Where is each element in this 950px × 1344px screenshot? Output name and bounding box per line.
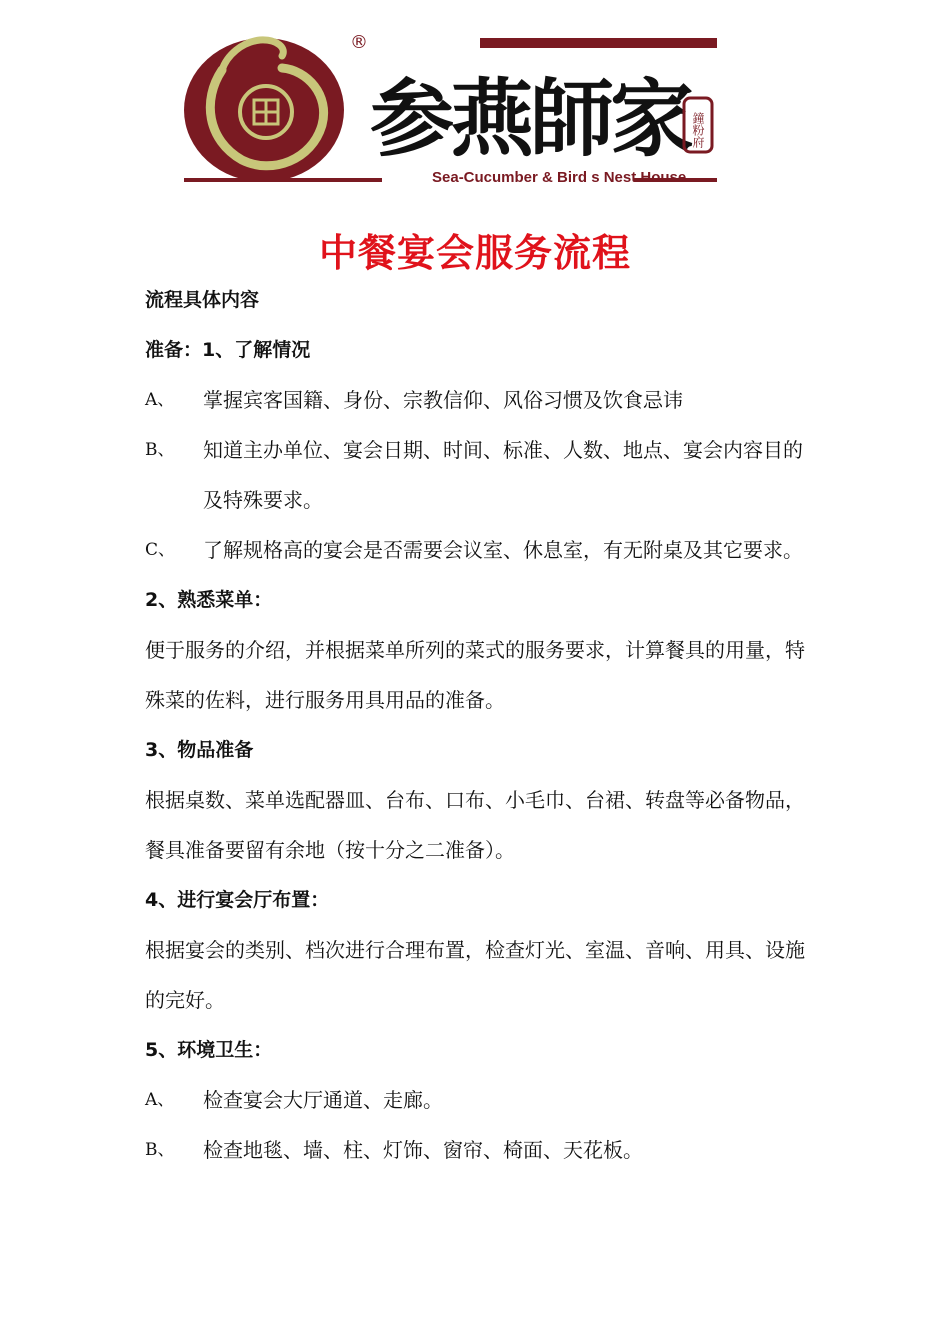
section-heading: 流程具体内容 (145, 289, 260, 311)
paragraph: 便于服务的介绍，并根据菜单所列的菜式的服务要求，计算餐具的用量，特殊菜的佐料，进行服务用具用品的准备。 (145, 638, 805, 712)
paragraph: 根据宴会的类别、档次进行合理布置，检查灯光、室温、音响、用具、设施的完好。 (145, 938, 805, 1012)
list-item (145, 375, 815, 425)
list-marker: C、 (145, 540, 176, 560)
list-item-text: 检查地毯、墙、柱、灯饰、窗帘、椅面、天花板。 (203, 1138, 643, 1162)
list-item (145, 425, 815, 525)
list-item (145, 1075, 815, 1125)
list-marker: B、 (145, 1140, 175, 1160)
list-item-text: 知道主办单位、宴会日期、时间、标准、人数、地点、宴会内容目的及特殊要求。 (203, 438, 803, 512)
registered-mark: ® (350, 32, 368, 53)
section-heading: 准备：1、了解情况 (145, 339, 311, 361)
document-body (145, 275, 815, 1175)
section-heading: 3、物品准备 (145, 739, 254, 761)
brand-calligraphy: 参燕師家 (370, 69, 691, 168)
paragraph: 根据桌数、菜单选配器皿、台布、口布、小毛巾、台裙、转盘等必备物品，餐具准备要留有余地（按十分之二准备）。 (145, 788, 805, 862)
section-heading: 5、环境卫生： (145, 1039, 273, 1061)
section-heading: 4、进行宴会厅布置： (145, 889, 330, 911)
list-item-text: 检查宴会大厅通道、走廊。 (203, 1088, 443, 1112)
brand-english-name: Sea-Cucumber & Bird s Nest House (432, 169, 687, 186)
list-item (145, 525, 815, 575)
svg-text:鐘粉府: 鐘粉府 (691, 112, 705, 148)
top-bar (480, 38, 717, 48)
section-heading: 2、熟悉菜单： (145, 589, 273, 611)
document-title: 中餐宴会服务流程 (318, 231, 631, 275)
list-item-text: 掌握宾客国籍、身份、宗教信仰、风俗习惯及饮食忌讳 (203, 388, 683, 412)
list-marker: B、 (145, 440, 175, 460)
list-item-text: 了解规格高的宴会是否需要会议室、休息室，有无附桌及其它要求。 (203, 538, 803, 562)
bottom-bar-left (184, 178, 382, 182)
list-item (145, 1125, 815, 1175)
brand-logo (182, 30, 722, 190)
list-marker: A、 (145, 1090, 175, 1110)
list-marker: A、 (145, 390, 175, 410)
